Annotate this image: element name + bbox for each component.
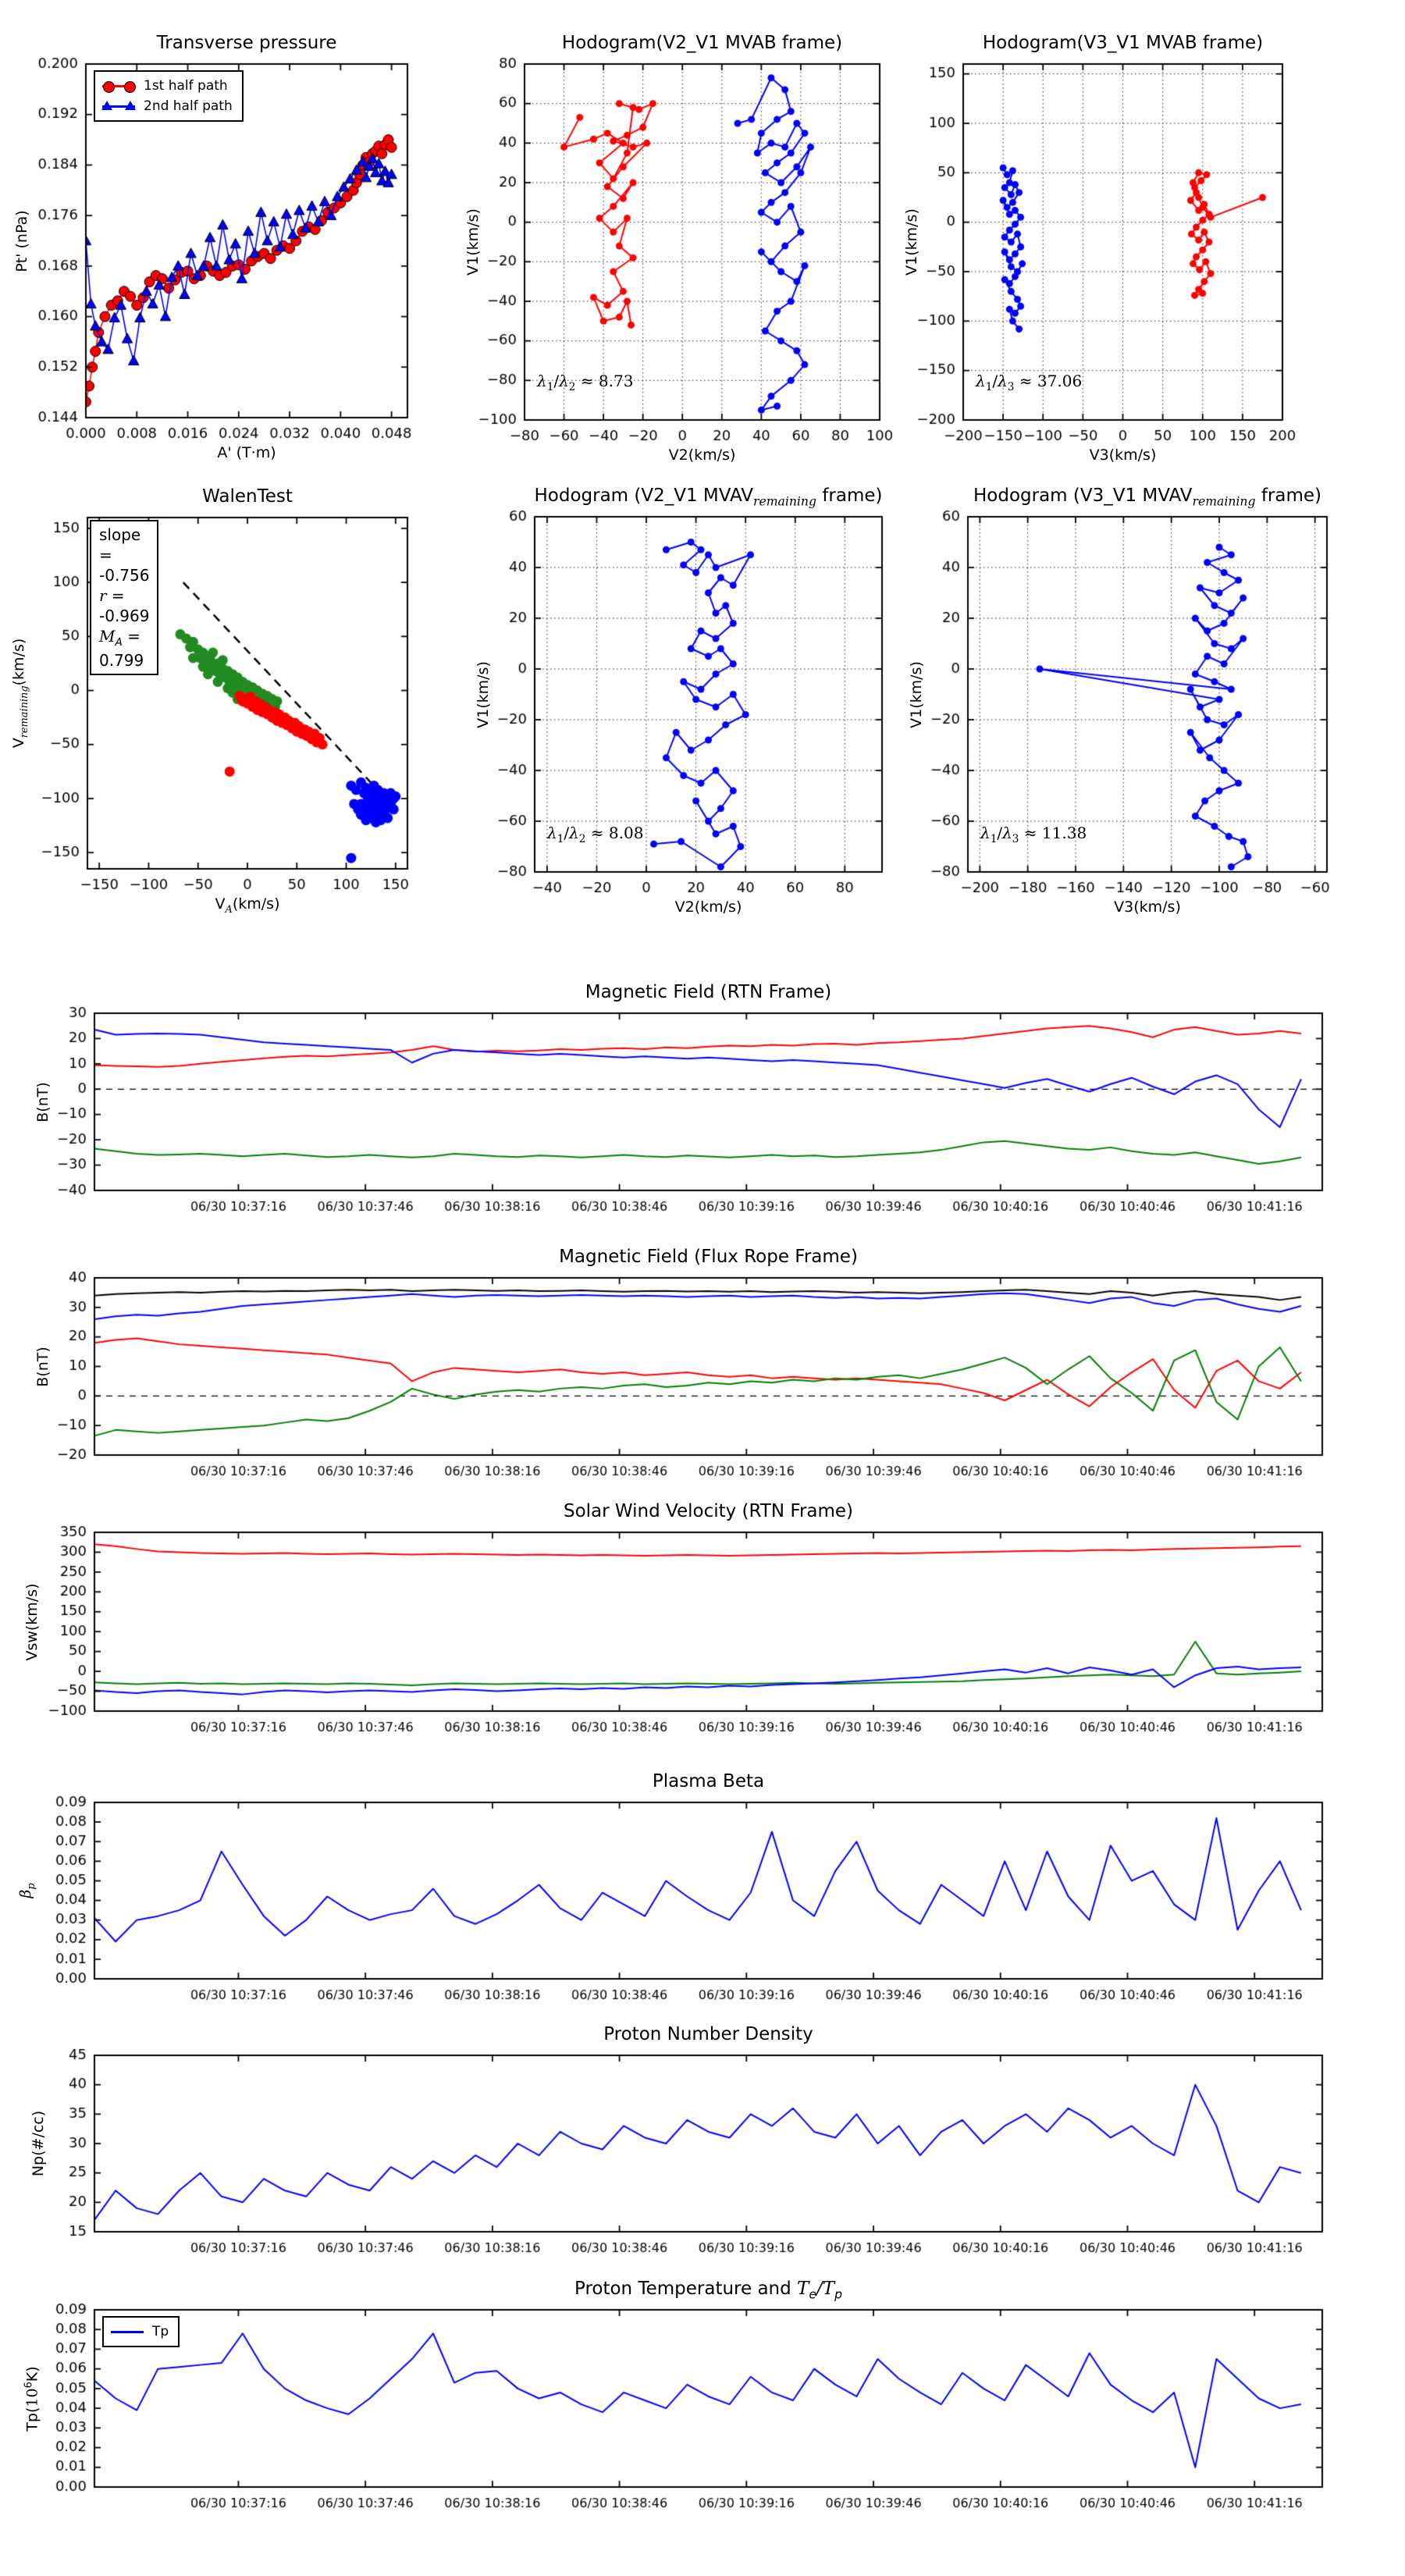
lambda-ratio-annotation: $\lambda_1/\lambda_3 \approx 11.38$	[980, 824, 1087, 845]
plot-title: Proton Temperature and $T_e/T_p$	[574, 2279, 843, 2302]
legend	[94, 70, 244, 122]
y-axis-label: Pt' (nPa)	[13, 209, 30, 272]
walen-stats-box	[90, 520, 158, 675]
x-axis-label: V2(km/s)	[674, 898, 742, 916]
legend-label: 2nd half path	[144, 98, 233, 114]
lambda-ratio-annotation: $\lambda_1/\lambda_2 \approx 8.08$	[547, 824, 644, 845]
legend-swatch-circleline-icon	[101, 79, 136, 93]
plot-title: Plasma Beta	[652, 1771, 765, 1791]
lambda-ratio-annotation: $\lambda_1/\lambda_2 \approx 8.73$	[537, 372, 634, 393]
legend-item	[101, 76, 233, 96]
x-axis-label: A' (T·m)	[217, 444, 276, 461]
y-axis-label: V1(km/s)	[475, 660, 492, 728]
y-axis-label: $\beta_p$	[17, 1883, 37, 1898]
y-axis-label: Vsw(km/s)	[23, 1582, 41, 1661]
legend	[102, 2316, 180, 2347]
legend-swatch-line-icon	[110, 2325, 144, 2339]
plot-title: WalenTest	[202, 486, 293, 507]
plot-title: Hodogram(V3_V1 MVAB frame)	[982, 33, 1264, 53]
legend-label: Tp	[152, 2324, 169, 2339]
y-axis-label: B(nT)	[34, 1081, 52, 1123]
y-axis-label: $Tp(10^6K)$	[23, 2365, 41, 2432]
x-axis-label: V2(km/s)	[668, 447, 736, 464]
stat-alfven-mach: $M_A = 0.799$	[99, 627, 144, 670]
legend-swatch-triline-icon	[101, 99, 136, 113]
y-axis-label: V1(km/s)	[908, 660, 925, 728]
stat-correlation: r = -0.969	[99, 586, 150, 625]
stat-slope: slope = -0.756	[99, 525, 150, 585]
y-axis-label: Np(#/cc)	[30, 2110, 47, 2177]
y-axis-label: $V_{remaining}(km/s)$	[10, 638, 30, 749]
x-axis-label: V3(km/s)	[1114, 898, 1181, 916]
plot-title: Magnetic Field (Flux Rope Frame)	[559, 1247, 858, 1267]
legend-item	[110, 2322, 169, 2342]
plot-title: Transverse pressure	[156, 33, 337, 53]
legend-label: 1st half path	[144, 78, 228, 94]
plot-title: Magnetic Field (RTN Frame)	[585, 982, 832, 1002]
y-axis-label: V1(km/s)	[903, 208, 920, 276]
legend-item	[101, 96, 233, 116]
plot-title: Hodogram (V2_V1 $MVAV_{remaining}$ frame)	[534, 486, 883, 509]
x-axis-label: $V_A(km/s)$	[215, 895, 280, 916]
plot-title: Hodogram (V3_V1 $MVAV_{remaining}$ frame)	[973, 486, 1322, 509]
plot-title: Proton Number Density	[603, 2024, 813, 2044]
lambda-ratio-annotation: $\lambda_1/\lambda_3 \approx 37.06$	[976, 372, 1083, 393]
y-axis-label: B(nT)	[34, 1346, 52, 1387]
plot-title: Solar Wind Velocity (RTN Frame)	[563, 1501, 854, 1521]
x-axis-label: V3(km/s)	[1089, 447, 1157, 464]
plot-title: Hodogram(V2_V1 MVAB frame)	[561, 33, 843, 53]
y-axis-label: V1(km/s)	[464, 208, 482, 276]
